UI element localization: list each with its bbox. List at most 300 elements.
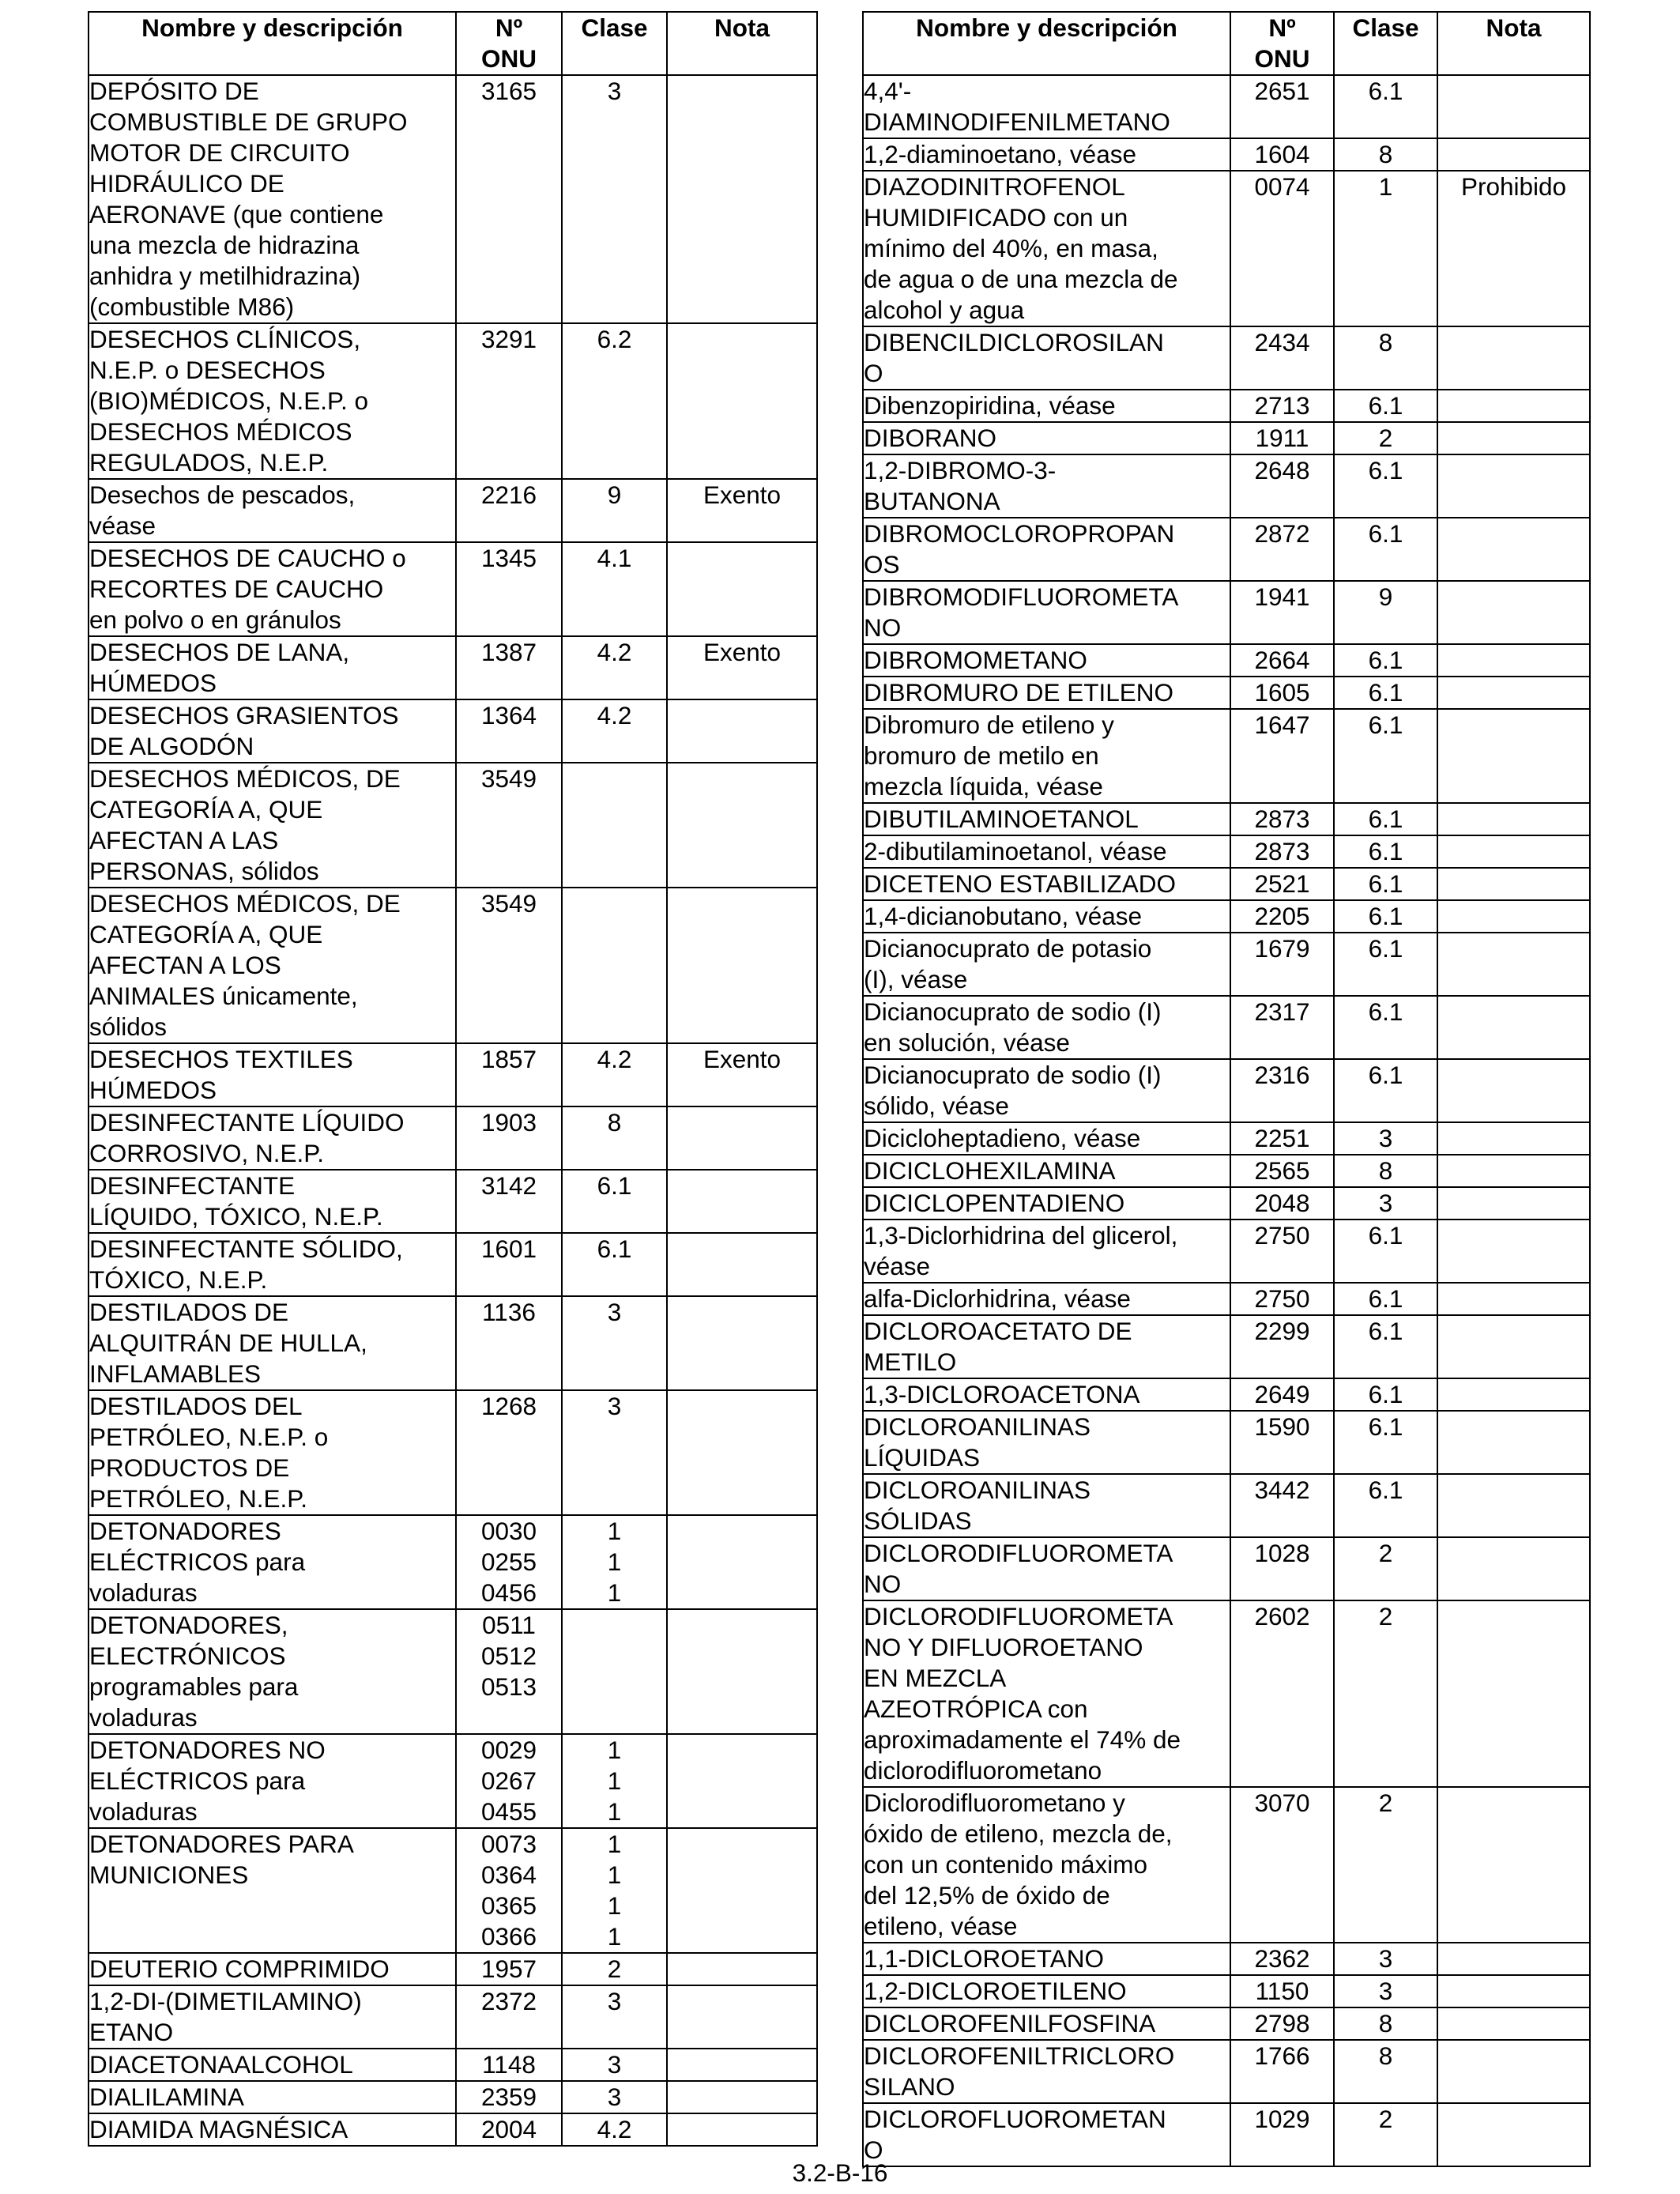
substance-name: DESECHOS MÉDICOS, DE CATEGORÍA A, QUE AFECTAN A LOS ANIMALES únicamente, sólidos [89, 888, 456, 1043]
right-header-row [863, 12, 1590, 75]
table-row [863, 1315, 1590, 1378]
hazard-class: 2 [1334, 1600, 1437, 1787]
table-row [89, 636, 817, 699]
table-row [863, 171, 1590, 326]
un-number: 2004 [456, 2113, 562, 2146]
table-row [863, 868, 1590, 900]
header-class: Clase [1334, 12, 1437, 75]
un-number: 2299 [1230, 1315, 1334, 1378]
un-number: 2750 [1230, 1220, 1334, 1283]
note [667, 1985, 817, 2049]
un-number: 1387 [456, 636, 562, 699]
substance-name: DESECHOS GRASIENTOS DE ALGODÓN [89, 699, 456, 763]
substance-name: 1,2-diaminoetano, véase [863, 138, 1230, 171]
table-row [863, 1600, 1590, 1787]
un-number: 1364 [456, 699, 562, 763]
table-row [863, 1787, 1590, 1943]
hazard-class: 6.1 [1334, 933, 1437, 996]
hazard-class: 6.1 [1334, 1283, 1437, 1315]
un-number: 0029 0267 0455 [456, 1734, 562, 1828]
table-row [863, 1378, 1590, 1411]
table-row [89, 2113, 817, 2146]
un-number: 1604 [1230, 138, 1334, 171]
hazard-class: 6.1 [1334, 868, 1437, 900]
substance-name: DIBROMOMETANO [863, 644, 1230, 677]
header-class: Clase [562, 12, 667, 75]
note [1437, 581, 1590, 644]
note [667, 699, 817, 763]
note [1437, 1315, 1590, 1378]
table-row [863, 1059, 1590, 1122]
note [1437, 1122, 1590, 1155]
un-number: 1590 [1230, 1411, 1334, 1474]
note: Exento [667, 479, 817, 542]
substance-name: DESECHOS DE CAUCHO o RECORTES DE CAUCHO en polvo o en gránulos [89, 542, 456, 636]
table-row [89, 323, 817, 479]
un-number: 2602 [1230, 1600, 1334, 1787]
note [1437, 2007, 1590, 2040]
hazard-class: 6.2 [562, 323, 667, 479]
note [1437, 1474, 1590, 1537]
hazard-class: 8 [562, 1106, 667, 1170]
substance-name: DIAMIDA MAGNÉSICA [89, 2113, 456, 2146]
substance-name: DICLOROFENILTRICLORO SILANO [863, 2040, 1230, 2103]
hazard-class: 6.1 [1334, 1059, 1437, 1122]
note [1437, 1943, 1590, 1975]
table-row [863, 677, 1590, 709]
note [667, 1828, 817, 1953]
substance-name: DIBROMOCLOROPROPAN OS [863, 518, 1230, 581]
table-row [863, 644, 1590, 677]
substance-name: DICLOROANILINAS LÍQUIDAS [863, 1411, 1230, 1474]
un-number: 2649 [1230, 1378, 1334, 1411]
table-row [863, 933, 1590, 996]
hazard-class: 4.2 [562, 636, 667, 699]
substance-name: DIAZODINITROFENOL HUMIDIFICADO con un mínimo del 40%, en masa, de agua o de una mezcla de alcohol y agua [863, 171, 1230, 326]
substance-name: Dicianocuprato de sodio (I) en solución, véase [863, 996, 1230, 1059]
note [1437, 75, 1590, 138]
table-row [89, 1609, 817, 1734]
table-row [89, 2081, 817, 2113]
hazard-class: 4.2 [562, 2113, 667, 2146]
note [667, 1953, 817, 1985]
note [1437, 2103, 1590, 2166]
note [667, 1609, 817, 1734]
substance-name: DESECHOS TEXTILES HÚMEDOS [89, 1043, 456, 1106]
substance-name: DETONADORES PARA MUNICIONES [89, 1828, 456, 1953]
header-note: Nota [1437, 12, 1590, 75]
substance-name: DEUTERIO COMPRIMIDO [89, 1953, 456, 1985]
un-number: 2216 [456, 479, 562, 542]
substance-name: DESTILADOS DEL PETRÓLEO, N.E.P. o PRODUCTOS DE PETRÓLEO, N.E.P. [89, 1390, 456, 1515]
note [1437, 709, 1590, 803]
hazard-class: 6.1 [1334, 75, 1437, 138]
hazard-class: 6.1 [562, 1233, 667, 1296]
substance-name: DIBENCILDICLOROSILAN O [863, 326, 1230, 390]
substance-name: DETONADORES ELÉCTRICOS para voladuras [89, 1515, 456, 1609]
substance-name: DESECHOS MÉDICOS, DE CATEGORÍA A, QUE AFECTAN A LAS PERSONAS, sólidos [89, 763, 456, 888]
table-row [89, 1170, 817, 1233]
table-row [863, 422, 1590, 454]
hazard-class [562, 763, 667, 888]
table-row [89, 1106, 817, 1170]
substance-name: DESTILADOS DE ALQUITRÁN DE HULLA, INFLAMABLES [89, 1296, 456, 1390]
note [1437, 933, 1590, 996]
note [667, 2113, 817, 2146]
hazard-class: 6.1 [1334, 835, 1437, 868]
table-row [863, 803, 1590, 835]
un-number: 3165 [456, 75, 562, 323]
hazard-class: 3 [1334, 1975, 1437, 2007]
hazard-class: 3 [562, 2049, 667, 2081]
table-row [89, 699, 817, 763]
substance-name: DICLOROANILINAS SÓLIDAS [863, 1474, 1230, 1537]
un-number: 1679 [1230, 933, 1334, 996]
note [667, 1106, 817, 1170]
table-row [863, 1187, 1590, 1220]
un-number: 2205 [1230, 900, 1334, 933]
note [1437, 1537, 1590, 1600]
right-table [862, 11, 1591, 2167]
table-row [89, 75, 817, 323]
un-number: 2750 [1230, 1283, 1334, 1315]
note [1437, 868, 1590, 900]
un-number: 2872 [1230, 518, 1334, 581]
substance-name: Desechos de pescados, véase [89, 479, 456, 542]
un-number: 2372 [456, 1985, 562, 2049]
substance-name: DIBROMODIFLUOROMETA NO [863, 581, 1230, 644]
substance-name: DICLORODIFLUOROMETA NO [863, 1537, 1230, 1600]
substance-name: Dicianocuprato de sodio (I) sólido, véase [863, 1059, 1230, 1122]
hazard-class: 6.1 [1334, 996, 1437, 1059]
substance-name: DESINFECTANTE SÓLIDO, TÓXICO, N.E.P. [89, 1233, 456, 1296]
substance-name: Dibenzopiridina, véase [863, 390, 1230, 422]
un-number: 3070 [1230, 1787, 1334, 1943]
table-row [863, 1122, 1590, 1155]
hazard-class: 4.2 [562, 699, 667, 763]
un-number: 1136 [456, 1296, 562, 1390]
left-header-row [89, 12, 817, 75]
substance-name: Dicianocuprato de potasio (I), véase [863, 933, 1230, 996]
note [1437, 2040, 1590, 2103]
substance-name: 1,1-DICLOROETANO [863, 1943, 1230, 1975]
un-number: 0511 0512 0513 [456, 1609, 562, 1734]
un-number: 2713 [1230, 390, 1334, 422]
header-onu: Nº ONU [1230, 12, 1334, 75]
un-number: 1029 [1230, 2103, 1334, 2166]
hazard-class: 8 [1334, 1155, 1437, 1187]
table-row [863, 1975, 1590, 2007]
page-number: 3.2-B-16 [792, 2158, 888, 2187]
un-number: 1647 [1230, 709, 1334, 803]
table-row [863, 326, 1590, 390]
table-row [863, 1943, 1590, 1975]
note [667, 2081, 817, 2113]
note [1437, 390, 1590, 422]
un-number: 2873 [1230, 835, 1334, 868]
table-row [89, 479, 817, 542]
substance-name: 1,4-dicianobutano, véase [863, 900, 1230, 933]
table-row [863, 138, 1590, 171]
note [1437, 1600, 1590, 1787]
substance-name: DESECHOS CLÍNICOS, N.E.P. o DESECHOS (BIO)MÉDICOS, N.E.P. o DESECHOS MÉDICOS REGULADOS, N.E.P. [89, 323, 456, 479]
un-number: 2664 [1230, 644, 1334, 677]
hazard-class: 3 [1334, 1187, 1437, 1220]
substance-name: 2-dibutilaminoetanol, véase [863, 835, 1230, 868]
note [667, 1233, 817, 1296]
substance-name: 4,4'- DIAMINODIFENILMETANO [863, 75, 1230, 138]
table-row [863, 900, 1590, 933]
substance-name: Diclorodifluorometano y óxido de etileno, mezcla de, con un contenido máximo del 12,5% de óxido de etileno, véase [863, 1787, 1230, 1943]
note: Prohibido [1437, 171, 1590, 326]
note [667, 1515, 817, 1609]
hazard-class: 9 [562, 479, 667, 542]
hazard-class: 6.1 [1334, 518, 1437, 581]
substance-name: alfa-Diclorhidrina, véase [863, 1283, 1230, 1315]
un-number: 1028 [1230, 1537, 1334, 1600]
header-name: Nombre y descripción [863, 12, 1230, 75]
header-name: Nombre y descripción [89, 12, 456, 75]
substance-name: Dicicloheptadieno, véase [863, 1122, 1230, 1155]
un-number: 1601 [456, 1233, 562, 1296]
note [667, 1734, 817, 1828]
note [667, 888, 817, 1043]
un-number: 2316 [1230, 1059, 1334, 1122]
un-number: 1911 [1230, 422, 1334, 454]
substance-name: 1,2-DICLOROETILENO [863, 1975, 1230, 2007]
table-row [89, 1390, 817, 1515]
note [1437, 1787, 1590, 1943]
note [1437, 1059, 1590, 1122]
un-number: 3549 [456, 763, 562, 888]
substance-name: DESECHOS DE LANA, HÚMEDOS [89, 636, 456, 699]
un-number: 0074 [1230, 171, 1334, 326]
substance-name: DICLOROFENILFOSFINA [863, 2007, 1230, 2040]
table-row [89, 1515, 817, 1609]
header-note: Nota [667, 12, 817, 75]
hazard-class: 2 [562, 1953, 667, 1985]
hazard-class: 3 [562, 75, 667, 323]
un-number: 3442 [1230, 1474, 1334, 1537]
un-number: 2362 [1230, 1943, 1334, 1975]
un-number: 2873 [1230, 803, 1334, 835]
note [1437, 1283, 1590, 1315]
note [1437, 996, 1590, 1059]
hazard-class: 8 [1334, 138, 1437, 171]
substance-name: DIALILAMINA [89, 2081, 456, 2113]
note [667, 2049, 817, 2081]
un-number: 1766 [1230, 2040, 1334, 2103]
table-row [863, 1283, 1590, 1315]
table-row [89, 1953, 817, 1985]
hazard-class [562, 888, 667, 1043]
un-number: 2521 [1230, 868, 1334, 900]
note [1437, 1411, 1590, 1474]
table-row [89, 1296, 817, 1390]
note [667, 1390, 817, 1515]
table-row [863, 1474, 1590, 1537]
hazard-class: 8 [1334, 2007, 1437, 2040]
un-number: 2565 [1230, 1155, 1334, 1187]
un-number: 1857 [456, 1043, 562, 1106]
substance-name: DETONADORES NO ELÉCTRICOS para voladuras [89, 1734, 456, 1828]
un-number: 3142 [456, 1170, 562, 1233]
note [1437, 1187, 1590, 1220]
table-row [863, 709, 1590, 803]
table-row [89, 1828, 817, 1953]
note [1437, 1975, 1590, 2007]
note [667, 542, 817, 636]
hazard-class: 6.1 [562, 1170, 667, 1233]
note [1437, 900, 1590, 933]
un-number: 2648 [1230, 454, 1334, 518]
hazard-class: 4.2 [562, 1043, 667, 1106]
substance-name: DICLOROFLUOROMETAN O [863, 2103, 1230, 2166]
hazard-class: 6.1 [1334, 644, 1437, 677]
un-number: 2798 [1230, 2007, 1334, 2040]
table-row [89, 2049, 817, 2081]
substance-name: DICETENO ESTABILIZADO [863, 868, 1230, 900]
table-row [863, 2007, 1590, 2040]
substance-name: Dibromuro de etileno y bromuro de metilo en mezcla líquida, véase [863, 709, 1230, 803]
hazard-class [562, 1609, 667, 1734]
table-row [863, 1411, 1590, 1474]
table-row [89, 1043, 817, 1106]
un-number: 3549 [456, 888, 562, 1043]
un-number: 1903 [456, 1106, 562, 1170]
hazard-class: 6.1 [1334, 677, 1437, 709]
note [1437, 326, 1590, 390]
hazard-class: 8 [1334, 2040, 1437, 2103]
hazard-class: 8 [1334, 326, 1437, 390]
hazard-class: 6.1 [1334, 454, 1437, 518]
un-number: 0073 0364 0365 0366 [456, 1828, 562, 1953]
note [667, 763, 817, 888]
un-number: 2317 [1230, 996, 1334, 1059]
hazard-class: 6.1 [1334, 1315, 1437, 1378]
table-row [863, 390, 1590, 422]
substance-name: DIBROMURO DE ETILENO [863, 677, 1230, 709]
hazard-class: 6.1 [1334, 709, 1437, 803]
table-row [89, 763, 817, 888]
hazard-class: 2 [1334, 2103, 1437, 2166]
hazard-class: 2 [1334, 1787, 1437, 1943]
table-row [863, 1155, 1590, 1187]
hazard-class: 6.1 [1334, 803, 1437, 835]
un-number: 2359 [456, 2081, 562, 2113]
hazard-class: 1 1 1 1 [562, 1828, 667, 1953]
note [1437, 677, 1590, 709]
substance-name: DICICLOHEXILAMINA [863, 1155, 1230, 1187]
table-row [89, 1985, 817, 2049]
note: Exento [667, 1043, 817, 1106]
note [1437, 138, 1590, 171]
substance-name: 1,3-Diclorhidrina del glicerol, véase [863, 1220, 1230, 1283]
note [667, 75, 817, 323]
hazard-class: 3 [1334, 1943, 1437, 1975]
substance-name: DIBUTILAMINOETANOL [863, 803, 1230, 835]
note [1437, 1155, 1590, 1187]
note [1437, 518, 1590, 581]
hazard-class: 4.1 [562, 542, 667, 636]
substance-name: DESINFECTANTE LÍQUIDO, TÓXICO, N.E.P. [89, 1170, 456, 1233]
table-row [89, 1734, 817, 1828]
hazard-class: 6.1 [1334, 1474, 1437, 1537]
substance-name: DEPÓSITO DE COMBUSTIBLE DE GRUPO MOTOR DE CIRCUITO HIDRÁULICO DE AERONAVE (que contiene una mezcla de hidrazina anhidra y metilhidrazina) (combustible M86) [89, 75, 456, 323]
hazard-class: 6.1 [1334, 390, 1437, 422]
substance-name: DETONADORES, ELECTRÓNICOS programables para voladuras [89, 1609, 456, 1734]
table-row [89, 1233, 817, 1296]
substance-name: DIACETONAALCOHOL [89, 2049, 456, 2081]
table-row [863, 581, 1590, 644]
note [1437, 835, 1590, 868]
un-number: 1268 [456, 1390, 562, 1515]
hazard-class: 6.1 [1334, 1411, 1437, 1474]
right-table-body [863, 75, 1590, 2166]
table-row [863, 835, 1590, 868]
table-row [89, 542, 817, 636]
un-number: 0030 0255 0456 [456, 1515, 562, 1609]
hazard-class: 2 [1334, 422, 1437, 454]
hazard-class: 3 [1334, 1122, 1437, 1155]
un-number: 2251 [1230, 1122, 1334, 1155]
hazard-class: 1 1 1 [562, 1515, 667, 1609]
substance-name: 1,2-DIBROMO-3- BUTANONA [863, 454, 1230, 518]
table-row [863, 996, 1590, 1059]
hazard-class: 2 [1334, 1537, 1437, 1600]
un-number: 2434 [1230, 326, 1334, 390]
table-row [863, 1220, 1590, 1283]
table-row [863, 75, 1590, 138]
left-table [88, 11, 818, 2147]
hazard-class: 6.1 [1334, 1220, 1437, 1283]
un-number: 1150 [1230, 1975, 1334, 2007]
hazard-class: 6.1 [1334, 1378, 1437, 1411]
un-number: 2048 [1230, 1187, 1334, 1220]
hazard-class: 1 1 1 [562, 1734, 667, 1828]
note [667, 323, 817, 479]
un-number: 1941 [1230, 581, 1334, 644]
header-onu: Nº ONU [456, 12, 562, 75]
note [667, 1170, 817, 1233]
note [1437, 1220, 1590, 1283]
table-row [863, 454, 1590, 518]
table-row [89, 888, 817, 1043]
table-row [863, 2040, 1590, 2103]
substance-name: DIBORANO [863, 422, 1230, 454]
hazard-class: 9 [1334, 581, 1437, 644]
note [1437, 644, 1590, 677]
note [1437, 803, 1590, 835]
hazard-class: 1 [1334, 171, 1437, 326]
table-row [863, 2103, 1590, 2166]
substance-name: 1,2-DI-(DIMETILAMINO) ETANO [89, 1985, 456, 2049]
note: Exento [667, 636, 817, 699]
un-number: 1957 [456, 1953, 562, 1985]
left-table-body [89, 75, 817, 2146]
un-number: 3291 [456, 323, 562, 479]
un-number: 1148 [456, 2049, 562, 2081]
hazard-class: 3 [562, 1296, 667, 1390]
substance-name: DICICLOPENTADIENO [863, 1187, 1230, 1220]
substance-name: DICLORODIFLUOROMETA NO Y DIFLUOROETANO EN MEZCLA AZEOTRÓPICA con aproximadamente el 74% de diclorodifluorometano [863, 1600, 1230, 1787]
note [1437, 454, 1590, 518]
hazard-class: 3 [562, 1390, 667, 1515]
un-number: 1345 [456, 542, 562, 636]
substance-name: DICLOROACETATO DE METILO [863, 1315, 1230, 1378]
hazard-class: 3 [562, 1985, 667, 2049]
note [1437, 1378, 1590, 1411]
